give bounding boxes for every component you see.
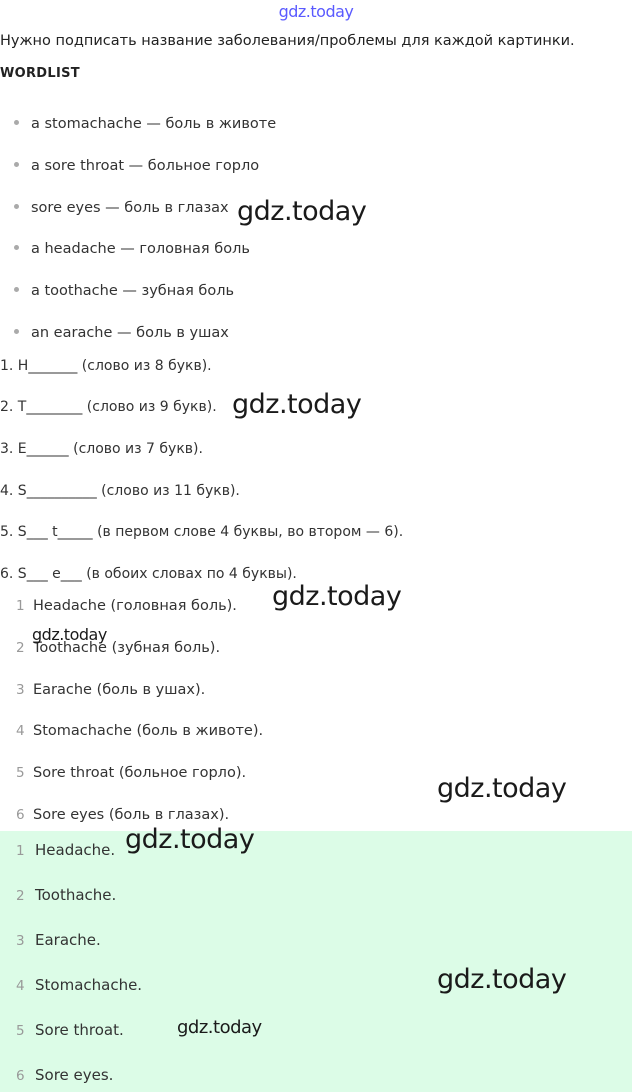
answer-item [16, 682, 205, 698]
answer-text: Sore throat. [35, 1021, 124, 1039]
watermark: gdz.today [232, 389, 362, 420]
top-watermark: gdz.today [278, 2, 354, 21]
answer-text: Toothache (зубная боль). [33, 640, 221, 656]
wordlist-item: a headache — головная боль [14, 241, 250, 257]
task-item: 2. T________ (слово из 9 букв). [0, 399, 217, 415]
watermark: gdz.today [177, 1017, 262, 1038]
answer-number: 4 [16, 723, 25, 739]
bullet-icon [14, 204, 19, 209]
wordlist-item: sore eyes — боль в глазах [14, 200, 229, 216]
final-answer-item [16, 931, 101, 949]
final-answer-item [16, 886, 116, 904]
bullet-icon [14, 245, 19, 250]
wordlist-item: an earache — боль в ушах [14, 325, 229, 341]
answer-item [16, 598, 237, 614]
answer-text: Earache (боль в ушах). [33, 682, 206, 698]
answer-text: Toothache. [35, 886, 117, 904]
answer-number: 3 [16, 933, 25, 949]
wordlist-heading: WORDLIST [0, 66, 80, 81]
answer-text: Stomachache (боль в животе). [33, 723, 264, 739]
answer-number: 5 [16, 765, 25, 781]
answer-number: 5 [16, 1023, 25, 1039]
answer-number: 1 [16, 843, 25, 859]
watermark: gdz.today [32, 625, 107, 644]
watermark: gdz.today [125, 824, 255, 855]
answer-item [16, 807, 229, 823]
final-answer-item [16, 1021, 124, 1039]
answer-text: Headache (головная боль). [33, 598, 237, 614]
task-item: 4. S__________ (слово из 11 букв). [0, 483, 240, 499]
answer-item [16, 765, 246, 781]
answer-text: Headache. [35, 841, 116, 859]
answer-number: 6 [16, 1068, 25, 1084]
watermark: gdz.today [437, 773, 567, 804]
bullet-icon [14, 329, 19, 334]
task-item: 6. S___ e___ (в обоих словах по 4 буквы). [0, 566, 297, 582]
answer-number: 2 [16, 640, 25, 656]
bullet-icon [14, 162, 19, 167]
answer-text: Sore throat (больное горло). [33, 765, 247, 781]
wordlist-item: a toothache — зубная боль [14, 283, 234, 299]
answer-text: Sore eyes (боль в глазах). [33, 807, 230, 823]
watermark: gdz.today [437, 964, 567, 995]
answer-block [0, 831, 632, 1092]
task-item: 5. S___ t_____ (в первом слове 4 буквы, во втором — 6). [0, 524, 404, 540]
wordlist-item: a sore throat — больное горло [14, 158, 259, 174]
bullet-icon [14, 287, 19, 292]
task-item: 1. H_______ (слово из 8 букв). [0, 358, 212, 374]
wordlist-item: a stomachache — боль в животе [14, 116, 276, 132]
task-instruction: Нужно подписать название заболевания/проблемы для каждой картинки. [0, 33, 575, 49]
final-answer-item [16, 841, 115, 859]
answer-text: Stomachache. [35, 976, 143, 994]
answer-item [16, 723, 263, 739]
answer-number: 2 [16, 888, 25, 904]
final-answer-item [16, 1066, 113, 1084]
answer-number: 4 [16, 978, 25, 994]
task-item: 3. E______ (слово из 7 букв). [0, 441, 203, 457]
final-answer-item [16, 976, 142, 994]
watermark: gdz.today [237, 196, 367, 227]
answer-text: Sore eyes. [35, 1066, 114, 1084]
answer-number: 3 [16, 682, 25, 698]
answer-number: 6 [16, 807, 25, 823]
watermark: gdz.today [272, 581, 402, 612]
answer-text: Earache. [35, 931, 101, 949]
answer-number: 1 [16, 598, 25, 614]
bullet-icon [14, 120, 19, 125]
